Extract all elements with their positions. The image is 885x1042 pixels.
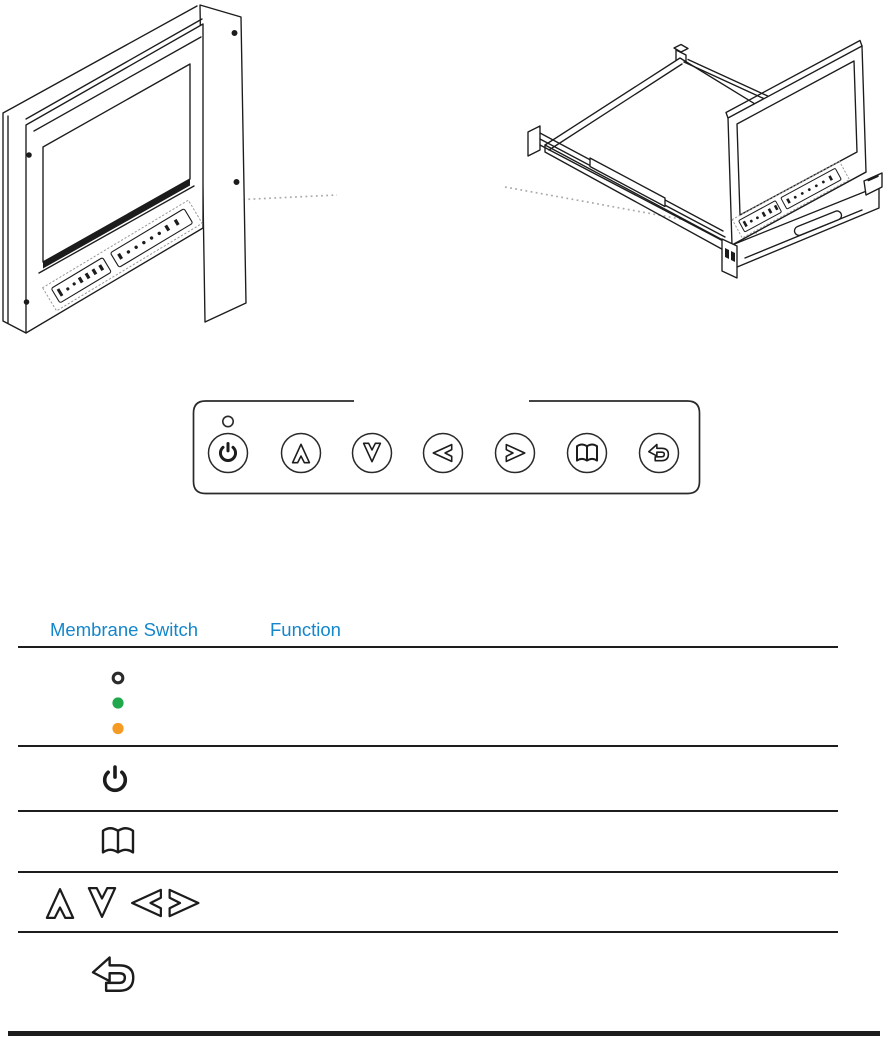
rack-console-drawing [515,38,885,283]
rail-bracket-left [528,126,540,156]
led-green-icon [112,697,123,708]
arrow-up-icon [47,889,73,918]
arrow-left-icon [132,890,161,916]
table-row-icons [0,650,260,1042]
return-icon [93,958,133,991]
power-icon [105,767,126,790]
power-led-icon [223,416,233,426]
led-ring-off-icon [113,673,123,683]
column-header-membrane-switch: Membrane Switch [50,619,199,640]
table-rule [18,646,838,648]
power-button [209,434,248,473]
column-header-function: Function [270,619,341,640]
screw-icon [232,31,237,36]
menu-book-icon [577,444,597,460]
screw-icon [24,300,28,304]
led-orange-icon [112,723,123,734]
return-button [640,434,679,473]
screw-icon [234,180,239,185]
rack-faceplate [200,5,246,322]
panel-mount-monitor-drawing [0,0,260,345]
membrane-switch-panel-diagram [185,393,710,503]
screw-icon [27,153,31,157]
arrow-down-icon [89,888,115,917]
menu-book-icon [103,828,133,852]
arrow-right-icon [170,890,199,916]
